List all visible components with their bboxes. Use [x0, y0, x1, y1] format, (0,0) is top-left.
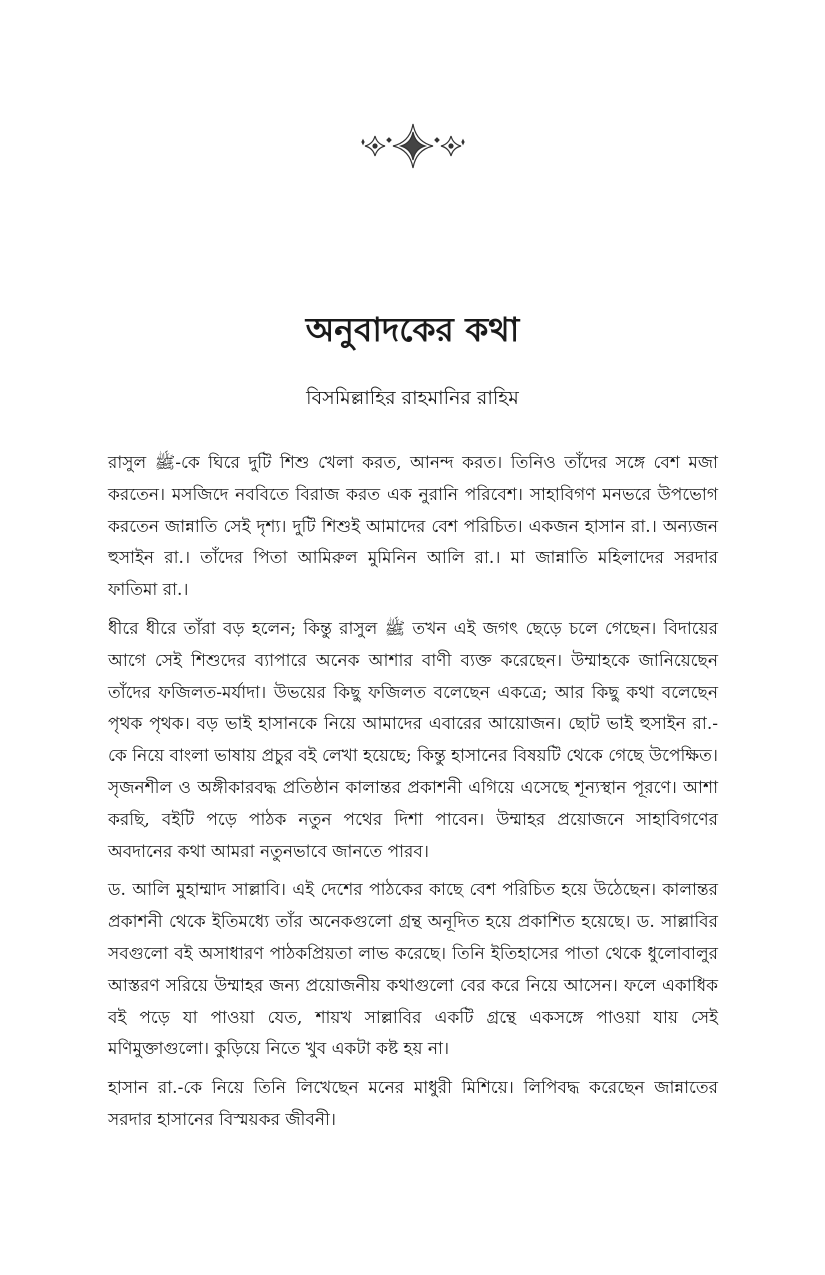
paragraph-3: ড. আলি মুহাম্মাদ সাল্লাবি। এই দেশের পাঠকের কাছে বেশ পরিচিত হয়ে উঠেছেন। কালান্তর প্রকাশনী থেকে ইতিমধ্যে তাঁর অনেকগুলো গ্রন্থ অনূদিত হয়ে প্রকাশিত হয়েছে। ড. সাল্লাবির সবগুলো বই অসাধারণ পাঠকপ্রিয়তা লাভ করেছে। তিনি ইতিহাসের পাতা থেকে ধুলোবালুর আস্তরণ সরিয়ে উম্মাহর জন্য প্রয়োজনীয় কথাগুলো বের করে নিয়ে আসেন। ফলে একাধিক বই পড়ে যা পাওয়া যেত, শায়খ সাল্লাবির একটি গ্রন্থে একসঙ্গে পাওয়া যায় সেই মণিমুক্তাগুলো। কুড়িয়ে নিতে খুব একটা কষ্ট হয় না।: [108, 880, 718, 1060]
paragraph-2: ধীরে ধীরে তাঁরা বড় হলেন; কিন্তু রাসুল ﷺ তখন এই জগৎ ছেড়ে চলে গেছেন। বিদায়ের আগে সেই শিশুদের ব্যাপারে অনেক আশার বাণী ব্যক্ত করেছেন। উম্মাহকে জানিয়েছেন তাঁদের ফজিলত-মর্যাদা। উভয়ের কিছু ফজিলত বলেছেন একত্রে; আর কিছু কথা বলেছেন পৃথক পৃথক। বড় ভাই হাসানকে নিয়ে আমাদের এবারের আয়োজন। ছোট ভাই হুসাইন রা.-কে নিয়ে বাংলা ভাষায় প্রচুর বই লেখা হয়েছে; কিন্তু হাসানের বিষয়টি থেকে গেছে উপেক্ষিত। সৃজনশীল ও অঙ্গীকারবদ্ধ প্রতিষ্ঠান কালান্তর প্রকাশনী এগিয়ে এসেছে শূন্যস্থান পূরণে। আশা করছি, বইটি পড়ে পাঠক নতুন পথের দিশা পাবেন। উম্মাহর প্রয়োজনে সাহাবিগণের অবদানের কথা আমরা নতুনভাবে জানতে পারব।: [108, 618, 718, 862]
page-title: অনুবাদকের কথা: [305, 310, 520, 349]
paragraph-1: রাসুল ﷺ-কে ঘিরে দুটি শিশু খেলা করত, আনন্দ করত। তিনিও তাঁদের সঙ্গে বেশ মজা করতেন। মসজিদে নববিতে বিরাজ করত এক নুরানি পরিবেশ। সাহাবিগণ মনভরে উপভোগ করতেন জান্নাতি সেই দৃশ্য। দুটি শিশুই আমাদের বেশ পরিচিত। একজন হাসান রা.। অন্যজন হুসাইন রা.। তাঁদের পিতা আমিরুল মুমিনিন আলি রা.। মা জান্নাতি মহিলাদের সরদার ফাতিমা রা.।: [108, 453, 718, 601]
body-text: [108, 448, 718, 1144]
diamond-star-ornament-icon: [353, 118, 473, 178]
ornament-divider: [0, 118, 825, 178]
page-subtitle: বিসমিল্লাহির রাহমানির রাহিম: [306, 387, 519, 409]
paragraph-4: হাসান রা.-কে নিয়ে তিনি লিখেছেন মনের মাধুরী মিশিয়ে। লিপিবদ্ধ করেছেন জান্নাতের সরদার হাসানের বিস্ময়কর জীবনী।: [108, 1078, 718, 1130]
